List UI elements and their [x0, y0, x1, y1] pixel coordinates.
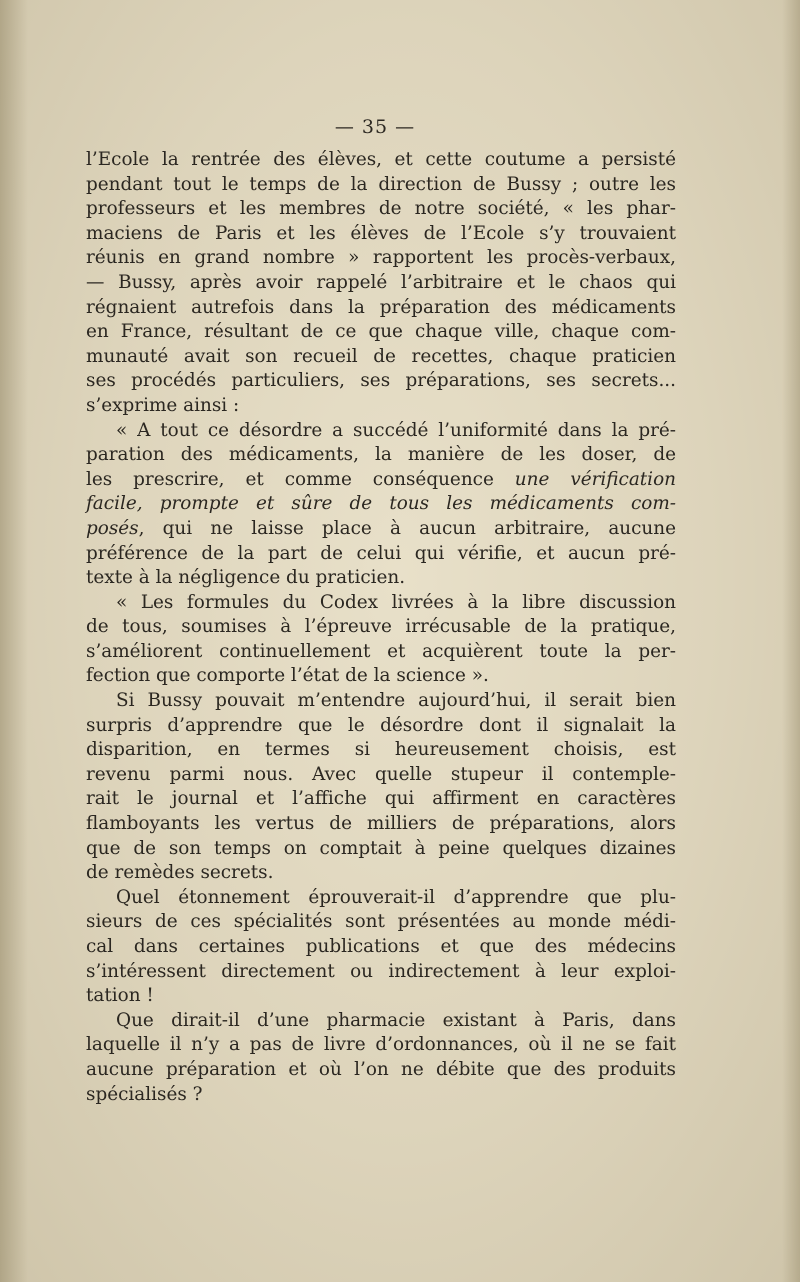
- text-line-7: régnaient autrefois dans la préparation des médicaments: [86, 296, 676, 318]
- text-line-33: cal dans certaines publications et que des médecins: [86, 936, 676, 957]
- text-line-11: s’exprime ainsi :: [86, 394, 240, 416]
- text-line-3: professeurs et les membres de notre société, « les phar-: [86, 198, 676, 220]
- text-line-18: texte à la négligence du praticien.: [86, 567, 406, 589]
- text-line-14: [86, 468, 676, 493]
- text-line-14-italic: une vérification: [514, 468, 676, 490]
- text-line-5: réunis en grand nombre » rapportent les procès-verbaux,: [86, 247, 676, 269]
- text-line-2: pendant tout le temps de la direction de Bussy ; outre les: [86, 173, 676, 195]
- text-line-36: Que dirait-il d’une pharmacie existant à Paris, dans: [116, 1009, 676, 1031]
- text-line-14-roman: les prescrire, et comme conséquence: [86, 468, 515, 490]
- page-number: — 35 —: [334, 116, 416, 138]
- text-line-22: fection que comporte l’état de la science ».: [86, 665, 489, 687]
- body-text: [86, 148, 676, 1107]
- text-line-4: maciens de Paris et les élèves de l’Ecole s’y trouvaient: [86, 222, 676, 244]
- text-line-9: munauté avait son recueil de recettes, chaque praticien: [86, 345, 676, 367]
- text-line-15: facile, prompte et sûre de tous les médicaments com-: [86, 493, 676, 515]
- text-line-17: préférence de la part de celui qui vérifie, et aucun pré-: [86, 542, 676, 564]
- text-line-13: paration des médicaments, la manière de les doser, de: [86, 444, 676, 466]
- text-line-30: de remèdes secrets.: [86, 862, 274, 884]
- text-line-38: aucune préparation et où l’on ne débite que des produits: [86, 1058, 676, 1080]
- text-line-24: surpris d’apprendre que le désordre dont il signalait la: [86, 714, 676, 736]
- text-line-16-roman: , qui ne laisse place à aucun arbitraire, aucune: [138, 517, 676, 539]
- text-line-27: rait le journal et l’affiche qui affirment en caractères: [86, 788, 676, 810]
- text-line-21: s’améliorent continuellement et acquièrent toute la per-: [86, 640, 676, 662]
- text-line-35: tation !: [86, 985, 154, 1007]
- text-line-25: disparition, en termes si heureusement choisis, est: [86, 739, 676, 761]
- text-line-1: l’Ecole la rentrée des élèves, et cette coutume a persisté: [86, 149, 676, 170]
- text-line-20: de tous, soumises à l’épreuve irrécusable de la pratique,: [86, 616, 676, 638]
- text-line-39: spécialisés ?: [86, 1083, 203, 1105]
- text-line-26: revenu parmi nous. Avec quelle stupeur il contemple-: [86, 763, 676, 785]
- text-line-29: que de son temps on comptait à peine quelques dizaines: [86, 837, 676, 859]
- text-line-16: [86, 517, 676, 542]
- text-line-10: ses procédés particuliers, ses préparations, ses secrets...: [86, 370, 676, 392]
- text-line-32: sieurs de ces spécialités sont présentées au monde médi-: [86, 911, 676, 933]
- text-line-16-italic: posés: [86, 517, 139, 539]
- text-line-37: laquelle il n’y a pas de livre d’ordonnances, où il ne se fait: [86, 1034, 676, 1056]
- text-line-23: Si Bussy pouvait m’entendre aujourd’hui, il serait bien: [116, 690, 676, 712]
- text-line-8: en France, résultant de ce que chaque ville, chaque com-: [86, 321, 676, 343]
- text-line-6: — Bussy, après avoir rappelé l’arbitraire et le chaos qui: [86, 271, 676, 293]
- text-line-34: s’intéressent directement ou indirectement à leur exploi-: [86, 960, 676, 982]
- text-line-31: Quel étonnement éprouverait-il d’apprendre que plu-: [116, 886, 676, 908]
- text-line-28: flamboyants les vertus de milliers de préparations, alors: [86, 813, 676, 835]
- text-line-19: « Les formules du Codex livrées à la libre discussion: [116, 591, 676, 613]
- text-line-12: « A tout ce désordre a succédé l’uniformité dans la pré-: [116, 419, 676, 441]
